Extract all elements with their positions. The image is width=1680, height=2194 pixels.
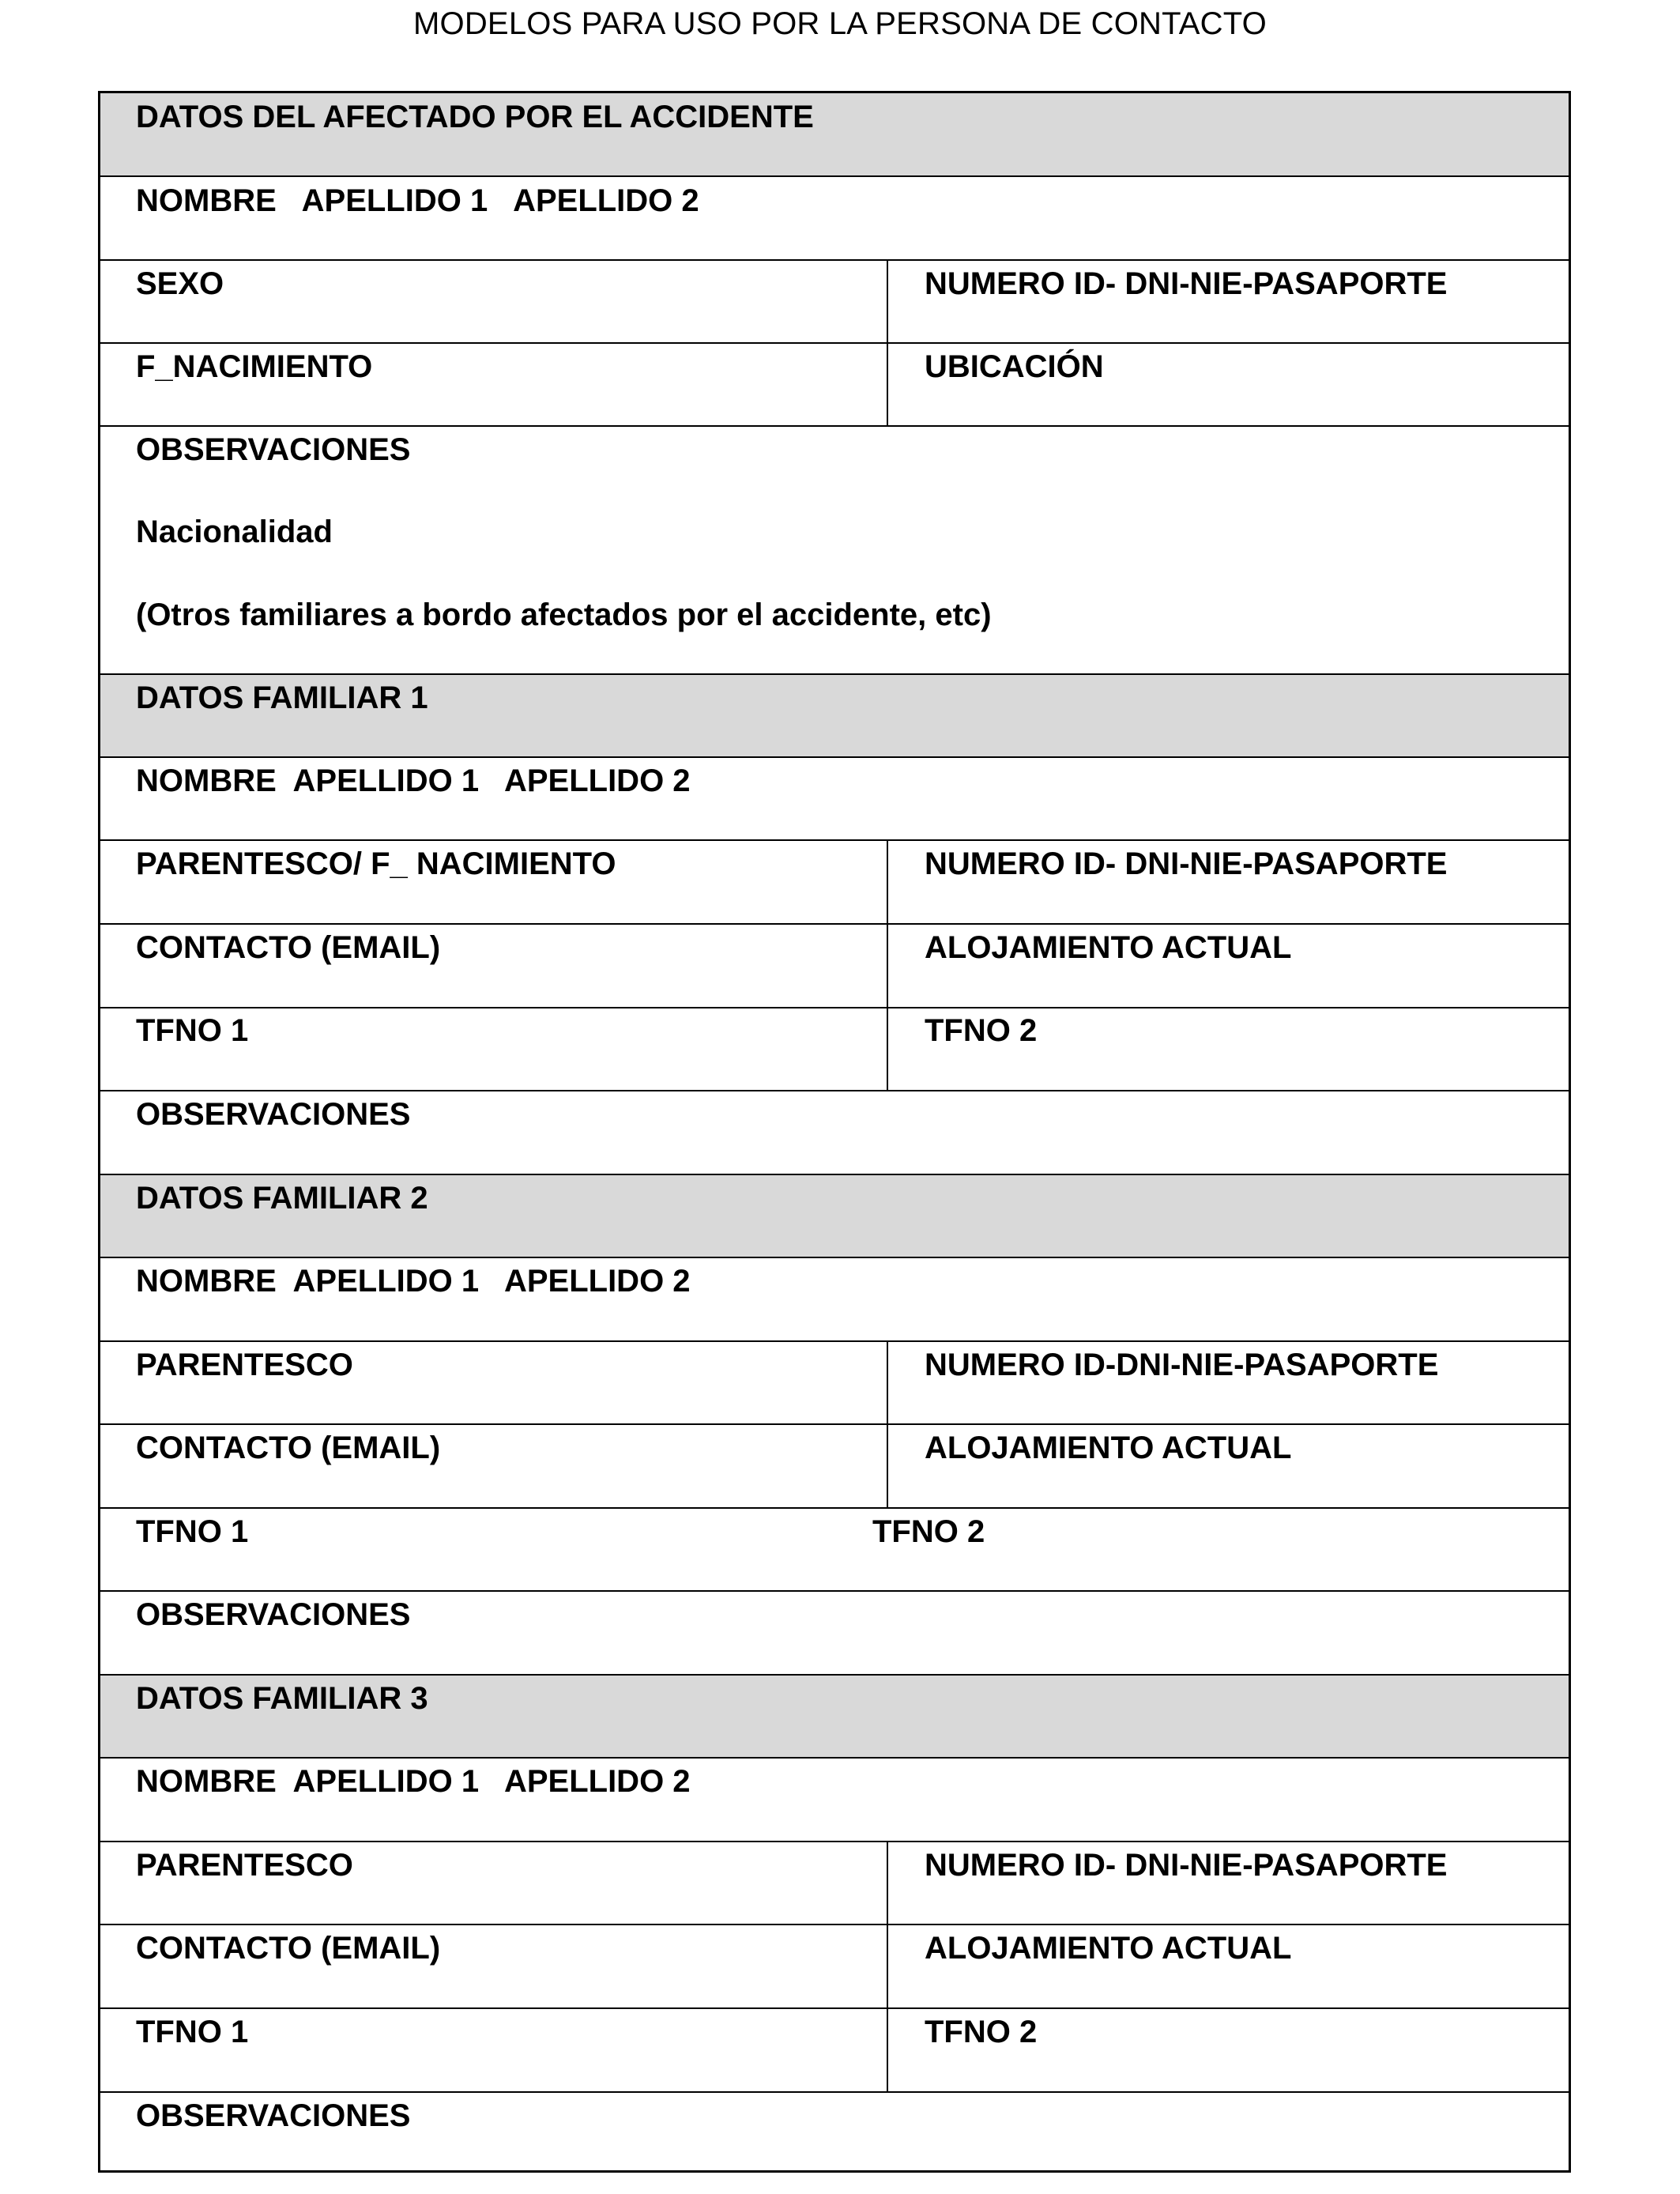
row-divider (100, 1340, 1569, 1342)
row-divider (100, 1174, 1569, 1175)
row-divider (100, 1507, 1569, 1509)
field-observaciones: OBSERVACIONES (136, 2098, 411, 2133)
field-ubicacion: UBICACIÓN (925, 349, 1104, 384)
row-divider (100, 839, 1569, 841)
field-nombre: NOMBRE APELLIDO 1 APELLIDO 2 (136, 1264, 691, 1299)
row-divider (100, 1674, 1569, 1676)
field-tfno-2: TFNO 2 (925, 2015, 1038, 2049)
field-numero-id: NUMERO ID- DNI-NIE-PASAPORTE (925, 846, 1448, 881)
field-nacionalidad: Nacionalidad (136, 515, 333, 549)
field-otros-familiares: (Otros familiares a bordo afectados por el accidente, etc) (136, 598, 992, 632)
field-parentesco: PARENTESCO/ F_ NACIMIENTO (136, 846, 616, 881)
field-tfno-2: TFNO 2 (872, 1514, 985, 1549)
field-sexo: SEXO (136, 266, 224, 301)
field-alojamiento-actual: ALOJAMIENTO ACTUAL (925, 930, 1292, 965)
field-parentesco: PARENTESCO (136, 1348, 353, 1382)
column-divider (887, 1340, 888, 1507)
field-contacto-email: CONTACTO (EMAIL) (136, 1431, 441, 1465)
row-divider (100, 1590, 1569, 1592)
field-alojamiento-actual: ALOJAMIENTO ACTUAL (925, 1431, 1292, 1465)
row-divider (100, 673, 1569, 675)
row-divider (100, 425, 1569, 427)
field-nombre: NOMBRE APELLIDO 1 APELLIDO 2 (136, 763, 691, 798)
field-numero-id: NUMERO ID-DNI-NIE-PASAPORTE (925, 1348, 1439, 1382)
column-divider (887, 1841, 888, 2091)
field-tfno-1: TFNO 1 (136, 1514, 249, 1549)
field-parentesco: PARENTESCO (136, 1848, 353, 1883)
field-tfno-2: TFNO 2 (925, 1013, 1038, 1048)
field-nombre: NOMBRE APELLIDO 1 APELLIDO 2 (136, 1764, 691, 1799)
field-contacto-email: CONTACTO (EMAIL) (136, 1931, 441, 1966)
section-header-familiar-2: DATOS FAMILIAR 2 (136, 1181, 428, 1216)
field-observaciones: OBSERVACIONES (136, 1597, 411, 1632)
row-divider (100, 175, 1569, 177)
row-divider (100, 1841, 1569, 1842)
field-f-nacimiento: F_NACIMIENTO (136, 349, 373, 384)
row-divider (100, 1257, 1569, 1258)
section-header-afectado: DATOS DEL AFECTADO POR EL ACCIDENTE (136, 100, 814, 134)
field-nombre: NOMBRE APELLIDO 1 APELLIDO 2 (136, 183, 699, 218)
column-divider (887, 839, 888, 1090)
row-divider (100, 756, 1569, 758)
field-observaciones: OBSERVACIONES (136, 432, 411, 467)
row-divider (100, 1423, 1569, 1425)
row-divider (100, 259, 1569, 261)
section-header-familiar-1: DATOS FAMILIAR 1 (136, 680, 428, 715)
section-header-familiar-3: DATOS FAMILIAR 3 (136, 1681, 428, 1716)
field-tfno-1: TFNO 1 (136, 2015, 249, 2049)
row-divider (100, 2091, 1569, 2093)
row-divider (100, 2007, 1569, 2009)
field-observaciones: OBSERVACIONES (136, 1097, 411, 1132)
row-divider (100, 1924, 1569, 1925)
field-numero-id: NUMERO ID- DNI-NIE-PASAPORTE (925, 1848, 1448, 1883)
contact-form-table (98, 91, 1571, 2173)
document-title: MODELOS PARA USO POR LA PERSONA DE CONTACTO (413, 6, 1267, 41)
field-numero-id: NUMERO ID- DNI-NIE-PASAPORTE (925, 266, 1448, 301)
row-divider (100, 342, 1569, 344)
field-alojamiento-actual: ALOJAMIENTO ACTUAL (925, 1931, 1292, 1966)
row-divider (100, 1090, 1569, 1091)
field-contacto-email: CONTACTO (EMAIL) (136, 930, 441, 965)
row-divider (100, 1007, 1569, 1008)
column-divider (887, 259, 888, 425)
field-tfno-1: TFNO 1 (136, 1013, 249, 1048)
row-divider (100, 1757, 1569, 1759)
row-divider (100, 923, 1569, 925)
